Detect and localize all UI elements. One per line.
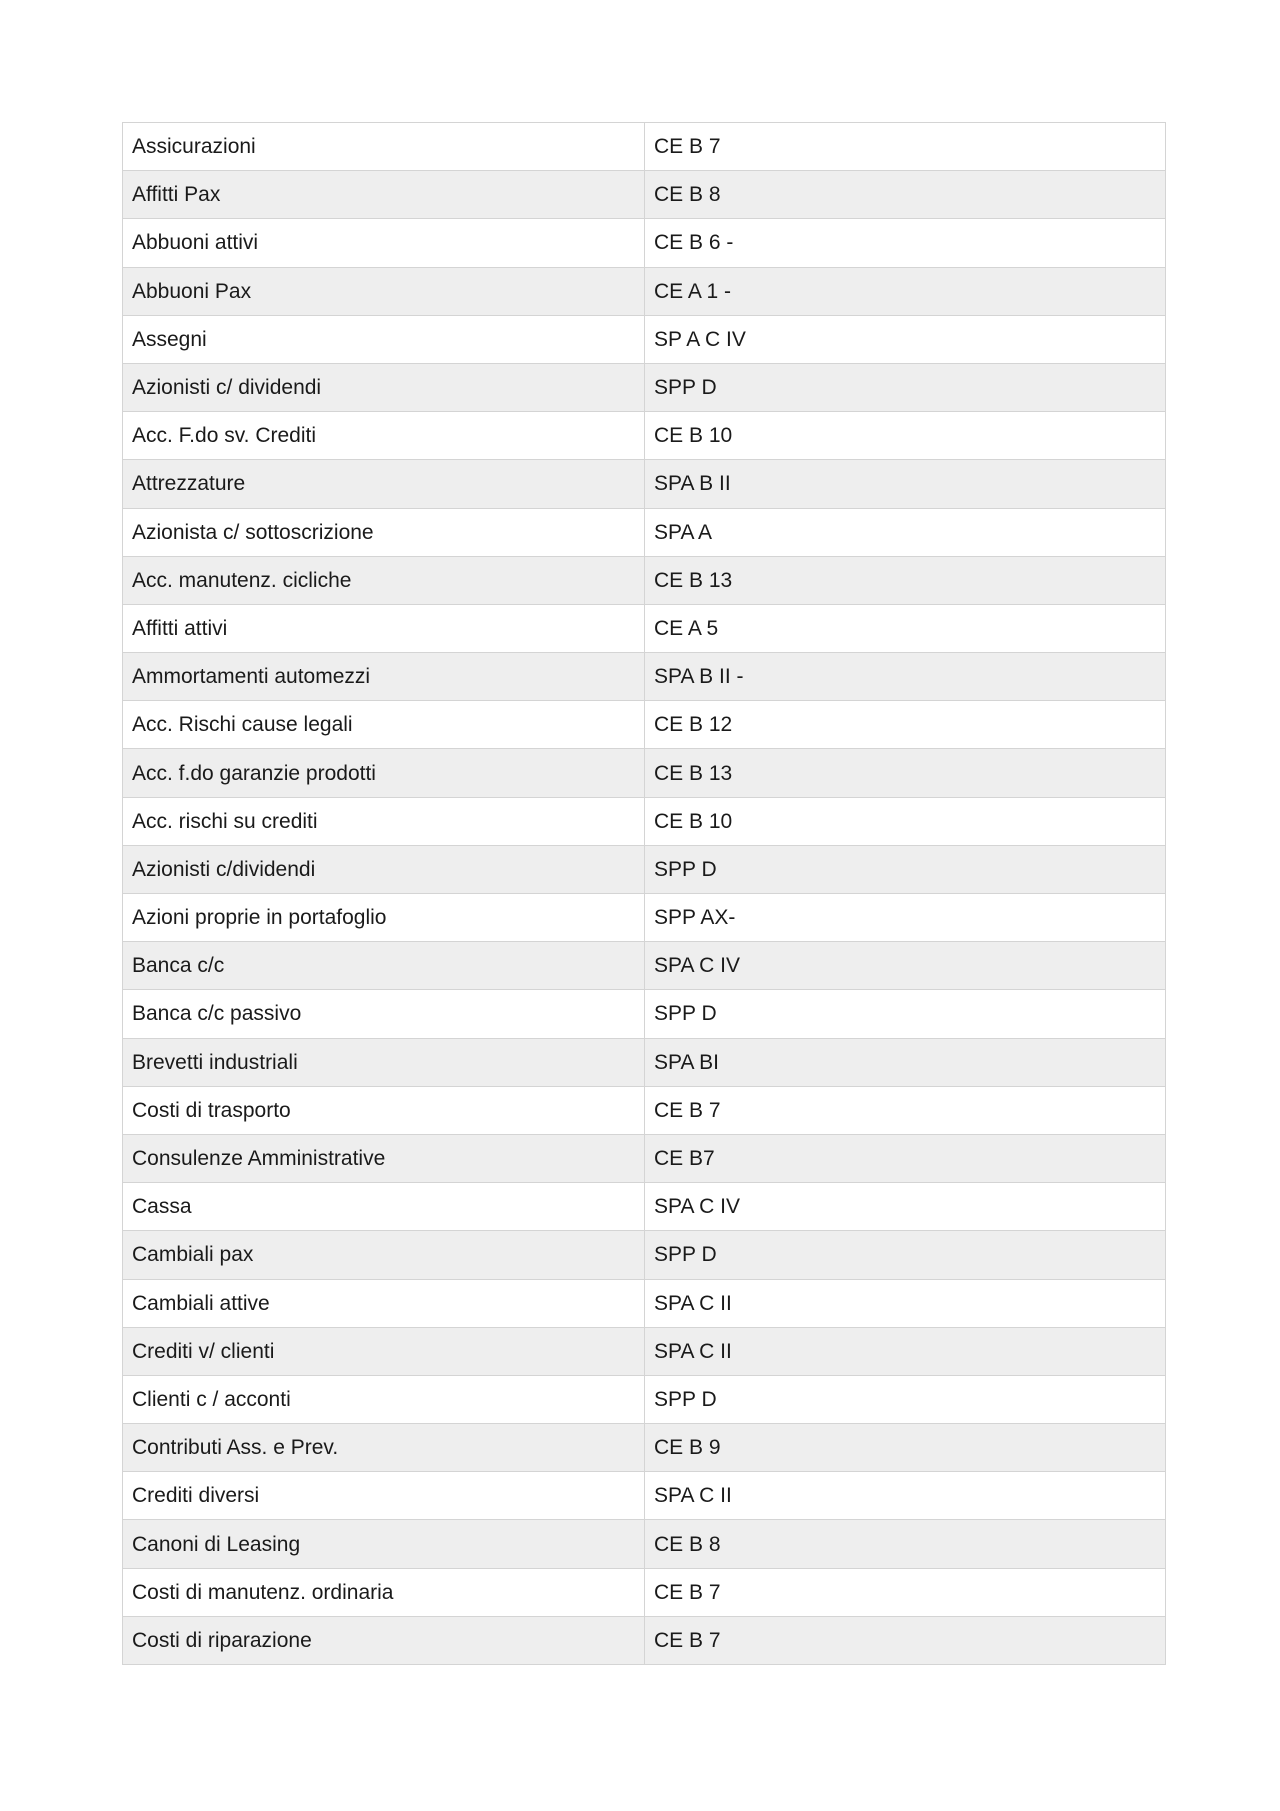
account-name-cell: Crediti diversi — [123, 1472, 645, 1520]
account-code-cell: CE B 12 — [645, 701, 1166, 749]
table-row — [123, 508, 1166, 556]
account-code-cell: SPP D — [645, 845, 1166, 893]
accounts-table — [122, 122, 1166, 1665]
table-row — [123, 1424, 1166, 1472]
account-name-cell: Cambiali pax — [123, 1231, 645, 1279]
table-row — [123, 894, 1166, 942]
account-name-cell: Assicurazioni — [123, 123, 645, 171]
table-row — [123, 1472, 1166, 1520]
account-code-cell: SPA BI — [645, 1038, 1166, 1086]
account-code-cell: CE B 10 — [645, 797, 1166, 845]
account-name-cell: Azionisti c/dividendi — [123, 845, 645, 893]
table-row — [123, 219, 1166, 267]
table-row — [123, 171, 1166, 219]
table-row — [123, 701, 1166, 749]
account-name-cell: Consulenze Amministrative — [123, 1134, 645, 1182]
table-row — [123, 267, 1166, 315]
table-row — [123, 990, 1166, 1038]
account-code-cell: CE B 8 — [645, 1520, 1166, 1568]
account-name-cell: Affitti attivi — [123, 604, 645, 652]
table-row — [123, 1375, 1166, 1423]
accounts-table-body — [123, 123, 1166, 1665]
table-row — [123, 1327, 1166, 1375]
table-row — [123, 653, 1166, 701]
account-name-cell: Crediti v/ clienti — [123, 1327, 645, 1375]
account-code-cell: CE B 13 — [645, 556, 1166, 604]
table-row — [123, 1520, 1166, 1568]
table-row — [123, 1183, 1166, 1231]
table-row — [123, 942, 1166, 990]
account-name-cell: Banca c/c — [123, 942, 645, 990]
account-code-cell: CE B 7 — [645, 1616, 1166, 1664]
account-code-cell: SPA C II — [645, 1327, 1166, 1375]
account-code-cell: CE A 1 - — [645, 267, 1166, 315]
table-row — [123, 1038, 1166, 1086]
account-code-cell: SPA C IV — [645, 942, 1166, 990]
account-code-cell: SPA C II — [645, 1279, 1166, 1327]
table-row — [123, 1568, 1166, 1616]
account-code-cell: CE B 6 - — [645, 219, 1166, 267]
table-row — [123, 797, 1166, 845]
account-name-cell: Cassa — [123, 1183, 645, 1231]
table-row — [123, 1134, 1166, 1182]
table-row — [123, 315, 1166, 363]
account-code-cell: CE A 5 — [645, 604, 1166, 652]
account-name-cell: Azionista c/ sottoscrizione — [123, 508, 645, 556]
account-name-cell: Abbuoni attivi — [123, 219, 645, 267]
account-name-cell: Ammortamenti automezzi — [123, 653, 645, 701]
account-name-cell: Brevetti industriali — [123, 1038, 645, 1086]
account-code-cell: SP A C IV — [645, 315, 1166, 363]
account-name-cell: Canoni di Leasing — [123, 1520, 645, 1568]
account-code-cell: SPP D — [645, 1231, 1166, 1279]
account-name-cell: Acc. F.do sv. Crediti — [123, 412, 645, 460]
account-name-cell: Affitti Pax — [123, 171, 645, 219]
account-name-cell: Attrezzature — [123, 460, 645, 508]
table-row — [123, 1231, 1166, 1279]
table-row — [123, 460, 1166, 508]
account-name-cell: Acc. manutenz. cicliche — [123, 556, 645, 604]
account-code-cell: CE B 7 — [645, 123, 1166, 171]
account-name-cell: Costi di riparazione — [123, 1616, 645, 1664]
account-name-cell: Azioni proprie in portafoglio — [123, 894, 645, 942]
account-name-cell: Acc. Rischi cause legali — [123, 701, 645, 749]
account-name-cell: Acc. rischi su crediti — [123, 797, 645, 845]
account-code-cell: SPP D — [645, 990, 1166, 1038]
account-code-cell: CE B7 — [645, 1134, 1166, 1182]
table-row — [123, 363, 1166, 411]
account-code-cell: SPP D — [645, 363, 1166, 411]
table-row — [123, 123, 1166, 171]
account-code-cell: CE B 10 — [645, 412, 1166, 460]
account-name-cell: Costi di trasporto — [123, 1086, 645, 1134]
account-code-cell: SPA C II — [645, 1472, 1166, 1520]
account-code-cell: SPP AX- — [645, 894, 1166, 942]
account-name-cell: Azionisti c/ dividendi — [123, 363, 645, 411]
account-code-cell: CE B 8 — [645, 171, 1166, 219]
account-name-cell: Acc. f.do garanzie prodotti — [123, 749, 645, 797]
table-row — [123, 412, 1166, 460]
account-code-cell: SPP D — [645, 1375, 1166, 1423]
account-code-cell: CE B 7 — [645, 1086, 1166, 1134]
table-row — [123, 1086, 1166, 1134]
account-name-cell: Contributi Ass. e Prev. — [123, 1424, 645, 1472]
account-name-cell: Abbuoni Pax — [123, 267, 645, 315]
account-name-cell: Costi di manutenz. ordinaria — [123, 1568, 645, 1616]
table-row — [123, 1279, 1166, 1327]
table-row — [123, 749, 1166, 797]
account-code-cell: CE B 9 — [645, 1424, 1166, 1472]
account-code-cell: SPA B II - — [645, 653, 1166, 701]
account-code-cell: CE B 7 — [645, 1568, 1166, 1616]
account-name-cell: Clienti c / acconti — [123, 1375, 645, 1423]
document-page — [122, 122, 1165, 1665]
account-name-cell: Assegni — [123, 315, 645, 363]
table-row — [123, 604, 1166, 652]
account-name-cell: Banca c/c passivo — [123, 990, 645, 1038]
table-row — [123, 1616, 1166, 1664]
account-code-cell: SPA C IV — [645, 1183, 1166, 1231]
account-code-cell: SPA B II — [645, 460, 1166, 508]
table-row — [123, 845, 1166, 893]
account-code-cell: SPA A — [645, 508, 1166, 556]
account-name-cell: Cambiali attive — [123, 1279, 645, 1327]
table-row — [123, 556, 1166, 604]
account-code-cell: CE B 13 — [645, 749, 1166, 797]
